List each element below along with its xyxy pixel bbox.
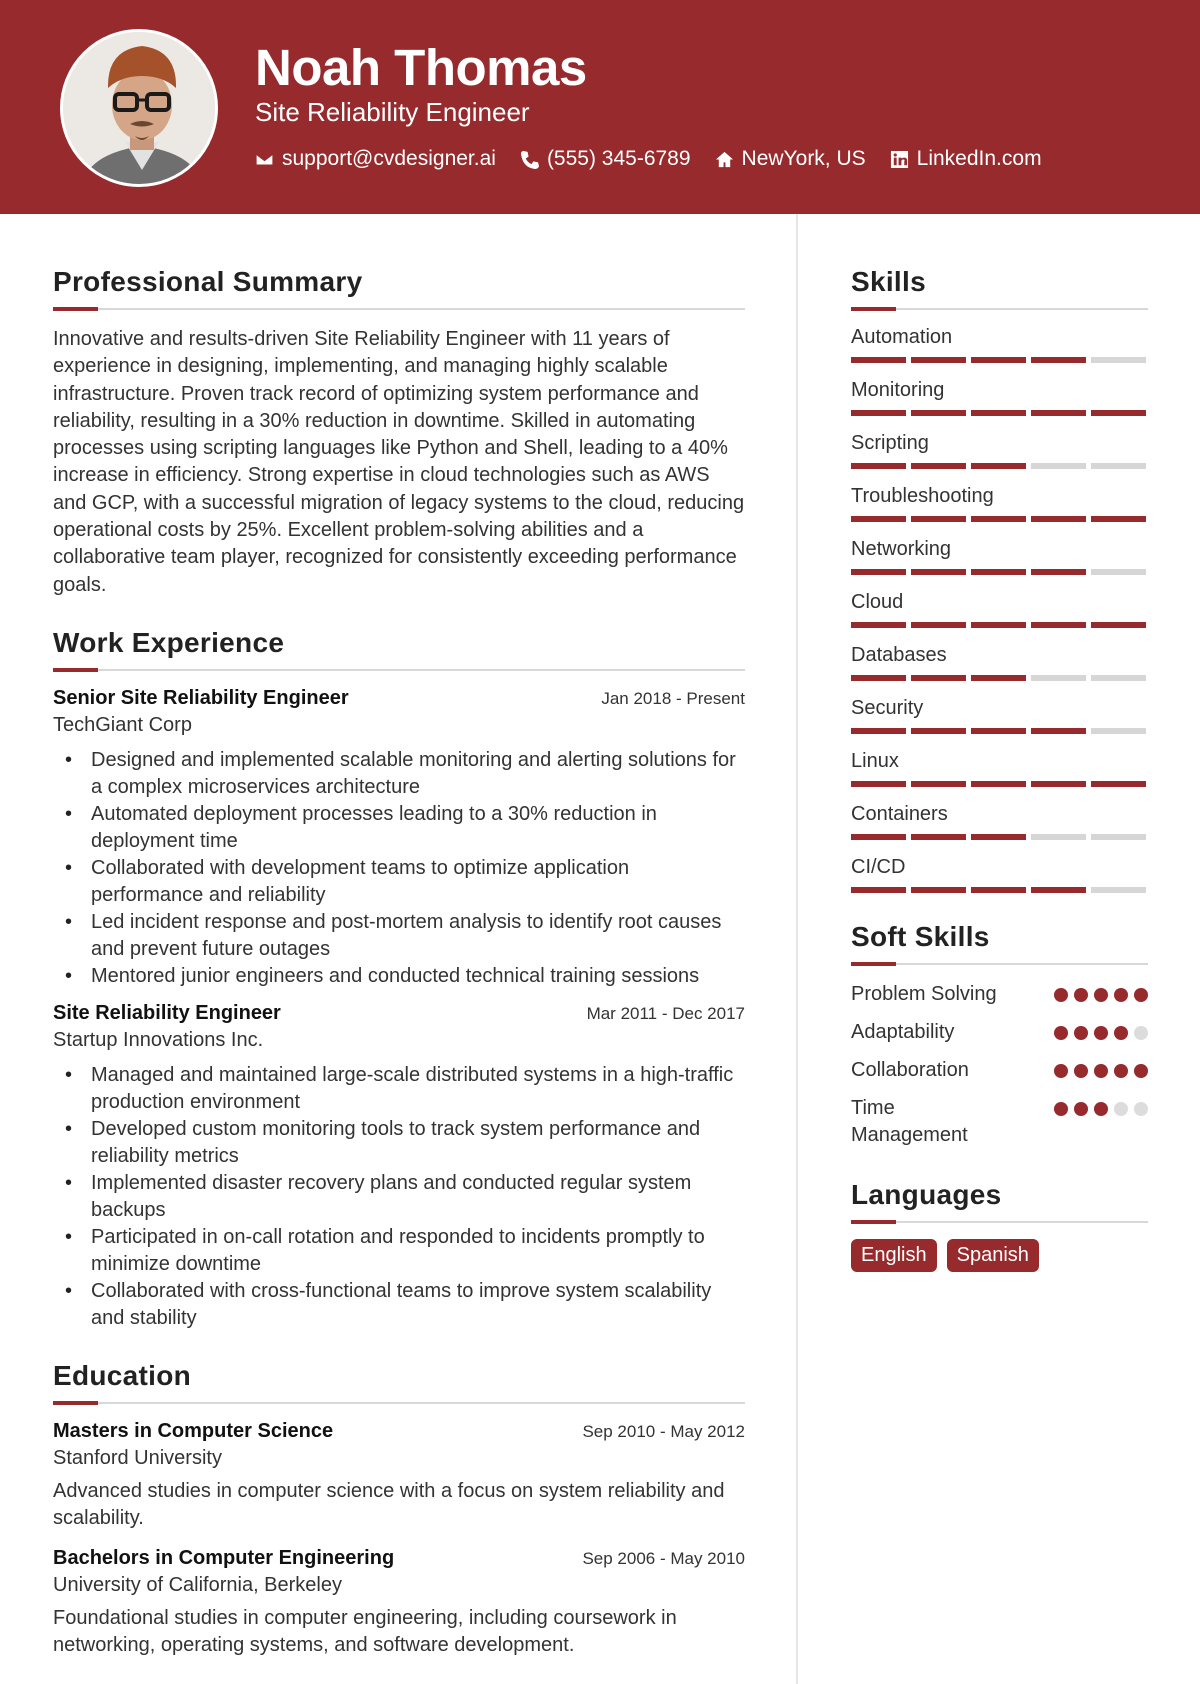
skill-level-segment xyxy=(1091,516,1146,522)
contact-linkedin-text: LinkedIn.com xyxy=(916,147,1042,170)
skill-item xyxy=(851,538,1148,575)
skill-level-segment xyxy=(911,622,966,628)
job-dates: Jan 2018 - Present xyxy=(601,688,745,708)
skill-level-segment xyxy=(971,463,1026,469)
education-dates: Sep 2006 - May 2010 xyxy=(582,1548,745,1568)
soft-skill-rating xyxy=(1054,1102,1148,1116)
skill-item xyxy=(851,750,1148,787)
skills-list xyxy=(851,326,1148,893)
job-role: Senior Site Reliability Engineer xyxy=(53,686,349,709)
school-name: University of California, Berkeley xyxy=(53,1573,342,1596)
rating-dot xyxy=(1134,1026,1148,1040)
job-bullet: • Collaborated with development teams to optimize application performance and reliability xyxy=(53,855,745,909)
rating-dot xyxy=(1074,988,1088,1002)
phone-icon xyxy=(520,150,539,169)
job-entry xyxy=(53,687,745,990)
skill-level-segment xyxy=(851,781,906,787)
candidate-title: Site Reliability Engineer xyxy=(255,97,530,127)
skill-level-bar xyxy=(851,887,1148,893)
skill-level-segment xyxy=(851,516,906,522)
rating-dot xyxy=(1074,1064,1088,1078)
avatar xyxy=(60,29,218,187)
skill-level-segment xyxy=(1031,569,1086,575)
skill-level-segment xyxy=(911,569,966,575)
skill-level-segment xyxy=(971,516,1026,522)
soft-skill-item xyxy=(851,981,1148,1008)
summary-text: Innovative and results-driven Site Reliability Engineer with 11 years of experience in designing, implementing, and managing highly scalable infrastructure. Proven track record of optimizing system performance and reliability, resulting in a 30% reduction in downtime. Skilled in automating processes using scripting languages like Python and Shell, leading to a 40% increase in efficiency. Strong expertise in cloud technologies such as AWS and GCP, with a successful migration of legacy systems to the cloud, reducing operational costs by 25%. Excellent problem-solving abilities and a collaborative team player, recognized for consistently exceeding performance goals. xyxy=(53,328,745,596)
skill-name: Containers xyxy=(851,803,948,825)
language-tag: Spanish xyxy=(947,1239,1039,1272)
skill-level-segment xyxy=(911,728,966,734)
portrait-image xyxy=(63,32,218,187)
education-dates: Sep 2010 - May 2012 xyxy=(582,1421,745,1441)
job-bullet: • Automated deployment processes leading to a 30% reduction in deployment time xyxy=(53,801,745,855)
job-bullet: • Developed custom monitoring tools to track system performance and reliability metrics xyxy=(53,1116,745,1170)
section-rule xyxy=(851,1221,1148,1223)
skill-item xyxy=(851,644,1148,681)
contact-phone[interactable] xyxy=(520,147,691,171)
section-rule xyxy=(851,308,1148,310)
skill-level-segment xyxy=(851,834,906,840)
skill-level-segment xyxy=(1091,357,1146,363)
rating-dot xyxy=(1134,988,1148,1002)
education-heading: Education xyxy=(53,1359,192,1391)
skill-level-segment xyxy=(1091,569,1146,575)
rating-dot xyxy=(1094,988,1108,1002)
soft-skill-rating xyxy=(1054,1026,1148,1040)
job-entry xyxy=(53,1002,745,1332)
rating-dot xyxy=(1074,1026,1088,1040)
language-tag: English xyxy=(851,1239,937,1272)
skill-level-segment xyxy=(1031,516,1086,522)
skill-name: Security xyxy=(851,697,924,719)
skill-item xyxy=(851,856,1148,893)
rating-dot xyxy=(1054,1026,1068,1040)
skills-section xyxy=(851,266,1148,893)
skill-level-segment xyxy=(1031,357,1086,363)
skill-level-bar xyxy=(851,357,1148,363)
rating-dot xyxy=(1094,1102,1108,1116)
linkedin-icon xyxy=(890,150,909,169)
job-dates: Mar 2011 - Dec 2017 xyxy=(586,1003,745,1023)
rating-dot xyxy=(1054,1102,1068,1116)
skill-level-segment xyxy=(1091,622,1146,628)
skill-level-segment xyxy=(911,463,966,469)
skill-level-segment xyxy=(1031,675,1086,681)
contact-email-text: support@cvdesigner.ai xyxy=(282,147,496,170)
contact-phone-text: (555) 345-6789 xyxy=(546,147,691,170)
skill-item xyxy=(851,432,1148,469)
skill-name: Cloud xyxy=(851,591,904,613)
contact-location-text: NewYork, US xyxy=(741,147,866,170)
job-role: Site Reliability Engineer xyxy=(53,1001,281,1024)
experience-heading: Work Experience xyxy=(53,626,285,658)
skill-level-segment xyxy=(911,781,966,787)
soft-skill-rating xyxy=(1054,1064,1148,1078)
skill-level-segment xyxy=(911,887,966,893)
section-rule xyxy=(53,1402,745,1404)
skill-level-segment xyxy=(1031,463,1086,469)
job-bullet: • Designed and implemented scalable monitoring and alerting solutions for a complex microservices architecture xyxy=(53,747,745,801)
header-banner xyxy=(0,0,1200,214)
summary-section xyxy=(53,266,745,599)
envelope-icon xyxy=(255,150,274,169)
job-bullet: • Collaborated with cross-functional teams to improve system scalability and stability xyxy=(53,1278,745,1332)
job-bullets xyxy=(53,747,745,990)
skill-level-segment xyxy=(1091,887,1146,893)
skill-level-segment xyxy=(851,675,906,681)
skill-level-bar xyxy=(851,728,1148,734)
degree-title: Masters in Computer Science xyxy=(53,1419,334,1442)
experience-section xyxy=(53,627,745,1332)
soft-skills-heading: Soft Skills xyxy=(851,921,990,952)
skill-item xyxy=(851,485,1148,522)
skill-level-segment xyxy=(1091,410,1146,416)
soft-skills-section xyxy=(851,921,1148,1149)
skill-level-segment xyxy=(911,357,966,363)
column-divider xyxy=(796,214,798,1684)
skill-level-bar xyxy=(851,622,1148,628)
skill-level-segment xyxy=(911,675,966,681)
skill-level-segment xyxy=(851,887,906,893)
languages-section xyxy=(851,1179,1148,1272)
skill-level-bar xyxy=(851,569,1148,575)
job-bullets xyxy=(53,1062,745,1332)
contact-linkedin[interactable] xyxy=(890,147,1042,171)
contact-list xyxy=(255,147,1042,171)
skill-level-segment xyxy=(971,569,1026,575)
skill-level-segment xyxy=(971,622,1026,628)
skill-level-segment xyxy=(971,675,1026,681)
section-rule xyxy=(53,308,745,310)
contact-email[interactable] xyxy=(255,147,496,171)
job-bullet: • Mentored junior engineers and conducted technical training sessions xyxy=(53,963,745,990)
skill-level-segment xyxy=(1031,834,1086,840)
skill-level-segment xyxy=(911,834,966,840)
soft-skill-name: Collaboration xyxy=(851,1059,969,1081)
soft-skill-item xyxy=(851,1057,1148,1084)
skill-level-segment xyxy=(851,728,906,734)
soft-skill-name: Adaptability xyxy=(851,1021,955,1043)
skill-level-segment xyxy=(911,516,966,522)
soft-skill-item xyxy=(851,1095,1148,1149)
job-bullet: • Participated in on-call rotation and responded to incidents promptly to minimize downtime xyxy=(53,1224,745,1278)
soft-skill-item xyxy=(851,1019,1148,1046)
skill-level-bar xyxy=(851,834,1148,840)
education-entry xyxy=(53,1420,745,1533)
skill-item xyxy=(851,803,1148,840)
skill-name: Monitoring xyxy=(851,379,945,401)
education-entry xyxy=(53,1547,745,1660)
summary-heading: Professional Summary xyxy=(53,266,363,297)
education-description: Foundational studies in computer engineering, including coursework in networking, operating systems, and software development. xyxy=(53,1606,677,1657)
rating-dot xyxy=(1114,988,1128,1002)
job-bullet: • Led incident response and post-mortem analysis to identify root causes and prevent future outages xyxy=(53,909,745,963)
section-rule xyxy=(53,669,745,671)
rating-dot xyxy=(1054,1064,1068,1078)
skill-name: Troubleshooting xyxy=(851,485,994,507)
skill-level-segment xyxy=(1031,622,1086,628)
skill-level-segment xyxy=(851,357,906,363)
skill-name: Linux xyxy=(851,750,899,772)
candidate-name: Noah Thomas xyxy=(255,39,587,96)
skill-level-segment xyxy=(1091,781,1146,787)
skill-level-bar xyxy=(851,463,1148,469)
skill-level-segment xyxy=(1031,410,1086,416)
skill-level-segment xyxy=(1031,781,1086,787)
rating-dot xyxy=(1114,1026,1128,1040)
soft-skills-list xyxy=(851,981,1148,1149)
skill-level-segment xyxy=(911,410,966,416)
languages-heading: Languages xyxy=(851,1179,1002,1210)
section-rule xyxy=(851,963,1148,965)
skill-level-segment xyxy=(1091,728,1146,734)
skills-heading: Skills xyxy=(851,266,926,297)
skill-level-segment xyxy=(971,834,1026,840)
skill-level-segment xyxy=(971,410,1026,416)
skill-level-segment xyxy=(971,357,1026,363)
soft-skill-name: Time Management xyxy=(851,1097,968,1146)
skill-name: CI/CD xyxy=(851,856,906,878)
job-bullet: • Implemented disaster recovery plans and conducted regular system backups xyxy=(53,1170,745,1224)
home-icon xyxy=(715,150,734,169)
skill-level-segment xyxy=(1091,675,1146,681)
degree-title: Bachelors in Computer Engineering xyxy=(53,1546,395,1569)
skill-item xyxy=(851,697,1148,734)
skill-level-bar xyxy=(851,410,1148,416)
rating-dot xyxy=(1134,1102,1148,1116)
skill-name: Networking xyxy=(851,538,952,560)
main-column xyxy=(53,266,745,1684)
rating-dot xyxy=(1054,988,1068,1002)
school-name: Stanford University xyxy=(53,1446,222,1469)
rating-dot xyxy=(1114,1102,1128,1116)
skill-name: Scripting xyxy=(851,432,929,454)
job-company: Startup Innovations Inc. xyxy=(53,1028,264,1051)
job-bullet: • Managed and maintained large-scale distributed systems in a high-traffic production environment xyxy=(53,1062,745,1116)
skill-level-segment xyxy=(1031,887,1086,893)
skill-level-segment xyxy=(1031,728,1086,734)
skill-level-segment xyxy=(851,410,906,416)
skill-level-segment xyxy=(851,569,906,575)
skill-level-segment xyxy=(1091,834,1146,840)
skill-level-segment xyxy=(851,622,906,628)
soft-skill-name: Problem Solving xyxy=(851,983,997,1005)
sidebar-column xyxy=(851,266,1148,1300)
skill-level-segment xyxy=(971,887,1026,893)
skill-item xyxy=(851,326,1148,363)
skill-item xyxy=(851,591,1148,628)
rating-dot xyxy=(1114,1064,1128,1078)
skill-level-segment xyxy=(971,728,1026,734)
soft-skill-rating xyxy=(1054,988,1148,1002)
job-company: TechGiant Corp xyxy=(53,713,192,736)
skill-item xyxy=(851,379,1148,416)
education-section xyxy=(53,1360,745,1660)
rating-dot xyxy=(1074,1102,1088,1116)
rating-dot xyxy=(1094,1026,1108,1040)
contact-location[interactable] xyxy=(715,147,866,171)
skill-level-bar xyxy=(851,675,1148,681)
skill-name: Automation xyxy=(851,326,953,348)
skill-level-bar xyxy=(851,516,1148,522)
skill-level-segment xyxy=(971,781,1026,787)
skill-name: Databases xyxy=(851,644,947,666)
skill-level-bar xyxy=(851,781,1148,787)
education-description: Advanced studies in computer science with a focus on system reliability and scalability. xyxy=(53,1479,725,1530)
skill-level-segment xyxy=(1091,463,1146,469)
rating-dot xyxy=(1134,1064,1148,1078)
skill-level-segment xyxy=(851,463,906,469)
languages-list xyxy=(851,1239,1148,1272)
rating-dot xyxy=(1094,1064,1108,1078)
